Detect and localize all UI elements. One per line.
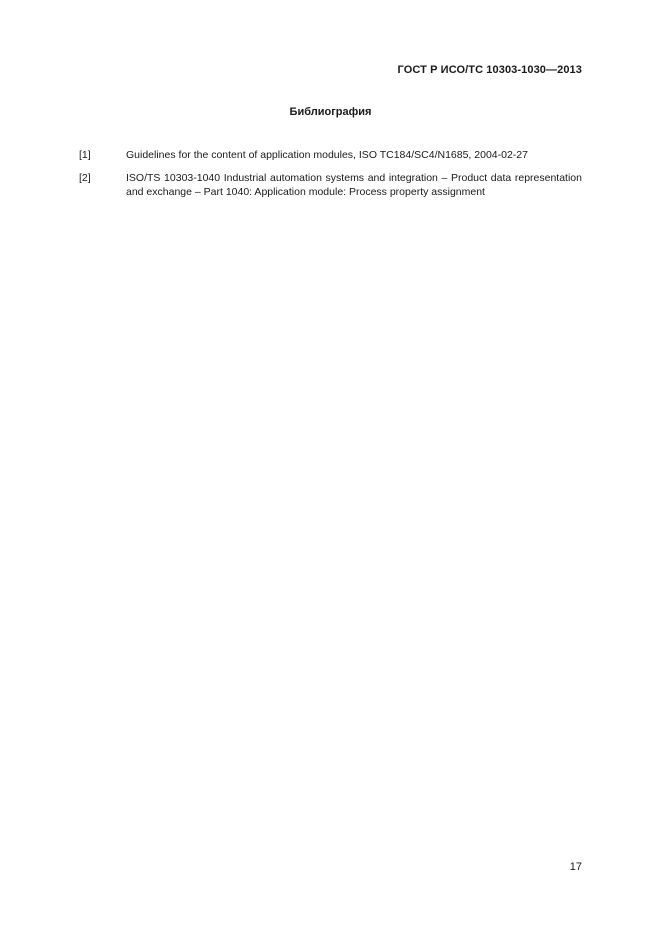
bibliography-entry-number: [2] xyxy=(79,172,91,184)
section-title: Библиография xyxy=(289,106,372,118)
standard-id-header: ГОСТ Р ИСО/ТС 10303-1030—2013 xyxy=(397,64,582,76)
bibliography-entry xyxy=(79,172,582,199)
bibliography-entry xyxy=(79,149,582,163)
bibliography-entry-text: Guidelines for the content of application modules, ISO TC184/SC4/N1685, 2004-02-27 xyxy=(126,149,528,161)
page-number: 17 xyxy=(569,861,582,873)
bibliography-entry-number: [1] xyxy=(79,149,91,161)
bibliography-list xyxy=(79,149,582,209)
bibliography-entry-text: ISO/TS 10303-1040 Industrial automation systems and integration – Product data representation and exchange – Part 1040: Application module: Process property assignment xyxy=(126,172,582,198)
